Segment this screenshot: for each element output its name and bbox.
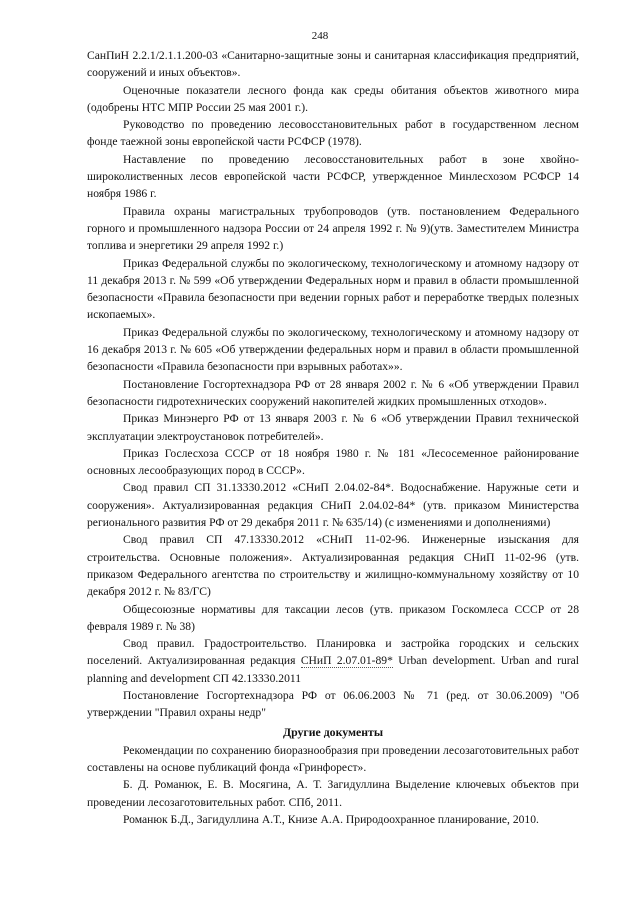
snip-link[interactable]: СНиП 2.07.01-89* — [300, 654, 393, 668]
other-document-entry: Романюк Б.Д., Загидуллина А.Т., Книзе А.А. Природоохранное планирование, 2010. — [123, 813, 539, 827]
reference-entry: Оценочные показатели лесного фонда как среды обитания объектов животного мира (одобрены НТС МПР России 25 мая 2001 г.). — [87, 83, 579, 114]
reference-entry: Приказ Гослесхоза СССР от 18 ноября 1980 г. № 181 «Лесосеменное районирование основных лесообразующих пород в СССР». — [87, 446, 579, 478]
reference-entry-gradostroitelstvo — [87, 635, 579, 687]
reference-entry: Свод правил СП 31.13330.2012 «СНиП 2.04.02-84*. Водоснабжение. Наружные сети и сооружения». Актуализированная редакция СНиП 2.04.02-84* (утв. приказом Министерства регионального развития РФ от 29 декабря 2011 г. № 635/14) (с изменениями и дополнениями) — [87, 481, 579, 530]
reference-entry: Приказ Федеральной службы по экологическому, технологическому и атомному надзору от 16 декабря 2013 г. № 605 «Об утверждении федеральных норм и правил в области промышленной безопасности «Правила безопасности при взрывных работах»». — [87, 325, 579, 374]
section-heading: Другие документы — [282, 724, 384, 739]
reference-entry: СанПиН 2.2.1/2.1.1.200-03 «Санитарно-защитные зоны и санитарная классификация предприятий, сооружений и иных объектов». — [87, 49, 579, 80]
reference-entry: Наставление по проведению лесовосстановительных работ в зоне хвойно-широколиственных лесов европейской части РСФСР, утвержденное Минлесхозом РСФСР 14 ноября 1986 г. — [87, 152, 579, 201]
page-number: 248 — [311, 30, 329, 42]
reference-entry: Руководство по проведению лесовосстановительных работ в государственном лесном фонде таежной зоны европейской части РСФСР (1978). — [87, 118, 579, 149]
reference-entry: Приказ Федеральной службы по экологическому, технологическому и атомному надзору от 11 декабря 2013 г. № 599 «Об утверждении Федеральных норм и правил в области промышленной безопасности «Правила безопасности при ведении горных работ и переработке твердых полезных ископаемых». — [87, 256, 579, 322]
reference-entry: Правила охраны магистральных трубопроводов (утв. постановлением Федерального горного и промышленного надзора России от 24 апреля 1992 г. № 9)(утв. Заместителем Министра топлива и энергетики 29 апреля 1992 г.) — [87, 204, 579, 253]
reference-entry: Свод правил СП 47.13330.2012 «СНиП 11-02-96. Инженерные изыскания для строительства. Основные положения». Актуализированная редакция СНиП 11-02-96 (утв. приказом Федерального агентства по строительству и жилищно-коммунальному хозяйству от 10 декабря 2012 г. № 83/ГС) — [87, 533, 579, 599]
entry-text: Свод правил. Градостроительство. Планировка и застройка городских и сельских поселений. Актуализированная редакция — [87, 637, 579, 668]
other-document-entry: Б. Д. Романюк, Е. В. Мосягина, А. Т. Загидуллина Выделение ключевых объектов при проведении лесозаготовительных работ. СПб, 2011. — [87, 778, 579, 809]
other-document-entry: Рекомендации по сохранению биоразнообразия при проведении лесозаготовительных работ составлены на основе публикаций фонда «Гринфорест». — [87, 743, 579, 775]
reference-entry: Общесоюзные нормативы для таксации лесов (утв. приказом Госкомлеса СССР от 28 февраля 1989 г. № 38) — [87, 602, 579, 633]
reference-entry: Постановление Госгортехнадзора РФ от 28 января 2002 г. № 6 «Об утверждении Правил безопасности гидротехнических сооружений накопителей жидких промышленных отходов». — [87, 377, 579, 408]
reference-entry: Постановление Госгортехнадзора РФ от 06.06.2003 № 71 (ред. от 30.06.2009) "Об утверждении "Правил охраны недр" — [87, 688, 579, 720]
entry-text: Urban development. Urban and rural planning and development СП 42.13330.2011 — [87, 654, 579, 685]
reference-list — [87, 47, 579, 828]
reference-entry: Приказ Минэнерго РФ от 13 января 2003 г. № 6 «Об утверждении Правил технической эксплуатации электроустановок потребителей». — [87, 412, 579, 443]
